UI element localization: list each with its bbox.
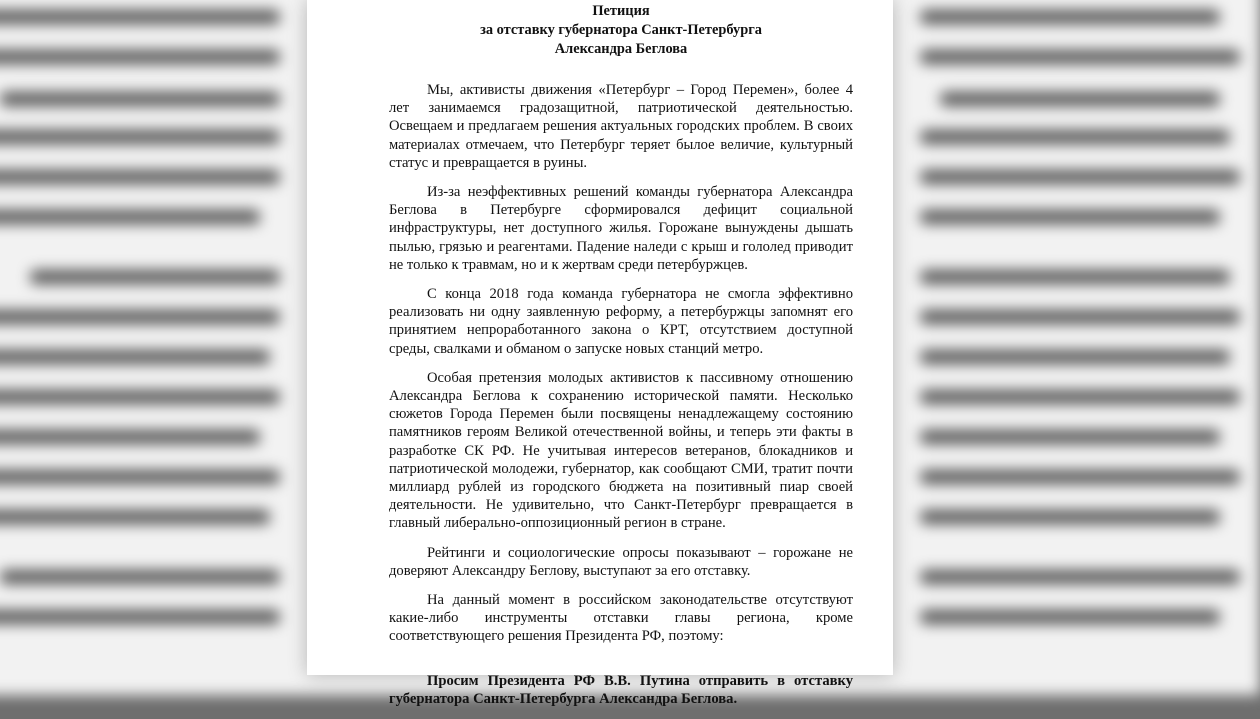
- paragraph-infrastructure: Из-за неэффективных решений команды губернатора Александра Беглова в Петербурге сформировался дефицит социальной инфраструктуры, нет доступного жилья. Горожане вынуждены дышать пылью, грязью и реагентами. Падение наледи с крыш и гололед приводит не только к травмам, но и к жертвам среди петербуржцев.: [389, 184, 853, 273]
- paragraph-intro: Мы, активисты движения «Петербург – Город Перемен», более 4 лет занимаемся градозащитной, патриотической деятельностью. Освещаем и предлагаем решения актуальных городских проблем. В своих материалах отмечаем, что Петербург теряет былое величие, культурный статус и превращается в руины.: [389, 82, 853, 171]
- paragraph-reforms: С конца 2018 года команда губернатора не смогла эффективно реализовать ни одну заявленную реформу, а петербуржцы запомнят его принятием непроработанного закона о КРТ, отсутствием доступной среды, свалками и обманом о запуске новых станций метро.: [389, 286, 853, 357]
- paragraph-memory: Особая претензия молодых активистов к пассивному отношению Александра Беглова к сохранению исторической памяти. Несколько сюжетов Города Перемен были посвящены ненадлежащему состоянию памятников героям Великой отечественной войны, и теперь эти факты в разработке СК РФ. Не учитывая интересов ветеранов, блокадников и патриотической молодежи, губернатор, как сообщают СМИ, тратит почти миллиард рублей из городского бюджета на позитивный пиар своей деятельности. Не удивительно, что Санкт-Петербург превращается в главный либерально-оппозиционный регион в стране.: [389, 369, 853, 532]
- title-line-2: за отставку губернатора Санкт-Петербурга: [480, 22, 762, 38]
- paragraph-legislation: На данный момент в российском законодательстве отсутствуют какие-либо инструменты отставки главы региона, кроме соответствующего решения Президента РФ, поэтому:: [389, 592, 853, 645]
- document-content: [389, 0, 853, 719]
- paragraph-ratings: Рейтинги и социологические опросы показывают – горожане не доверяют Александру Беглову, выступают за его отставку.: [389, 544, 853, 579]
- petition-title: [389, 0, 853, 59]
- title-line-3: Александра Беглова: [554, 41, 688, 57]
- title-line-1: Петиция: [592, 3, 650, 19]
- document-page: [307, 0, 893, 707]
- closing-request: Просим Президента РФ В.В. Путина отправить в отставку губернатора Санкт-Петербурга Александра Беглова.: [389, 672, 853, 707]
